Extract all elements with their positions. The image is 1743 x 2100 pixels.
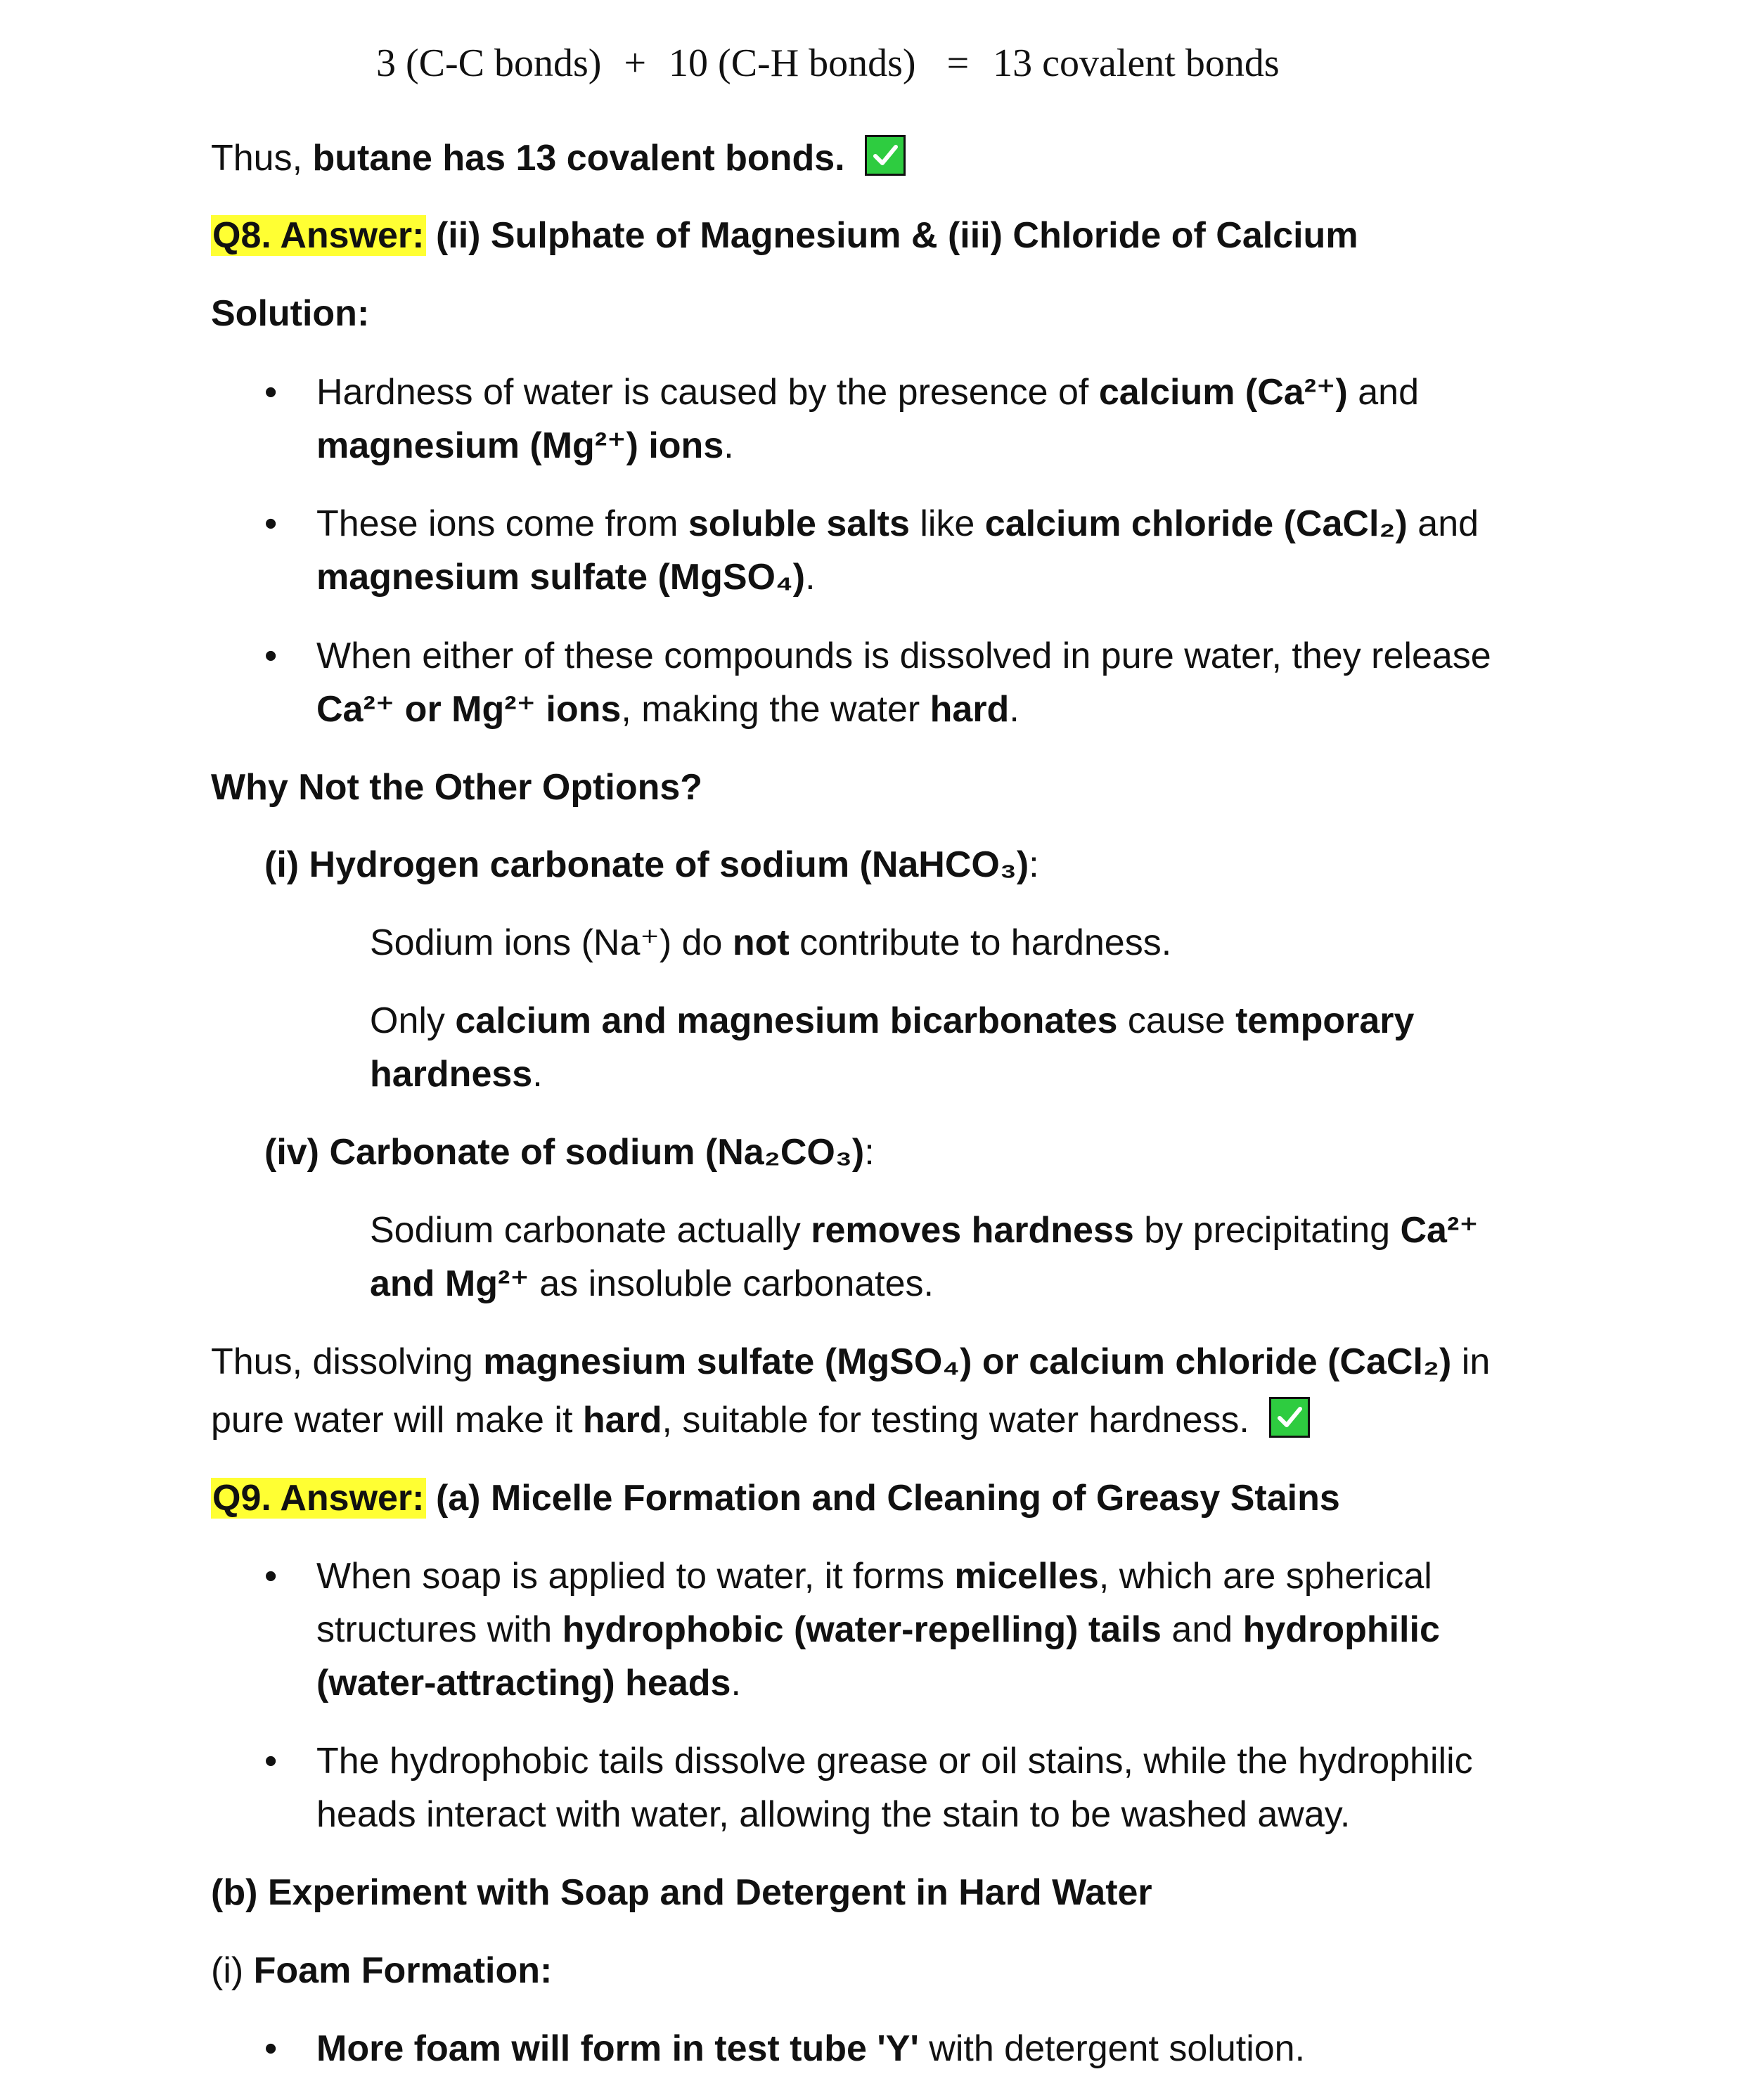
q8-answer-text: (ii) Sulphate of Magnesium & (iii) Chloride of Calcium — [425, 215, 1358, 256]
q8-answer-heading — [211, 209, 1358, 262]
bold-text: removes hardness — [811, 1210, 1134, 1251]
text: Only — [370, 1000, 456, 1041]
q9-answer-heading — [211, 1471, 1340, 1525]
solution-heading — [211, 287, 369, 340]
option-i-heading — [264, 838, 1039, 891]
part-b-heading — [211, 1866, 1152, 1919]
bullet-icon: • — [264, 2028, 278, 2069]
text: When either of these compounds is dissolved in pure water, they release — [316, 636, 1491, 676]
text: Sodium ions (Na⁺) do — [370, 922, 733, 963]
text: , making the water — [621, 689, 930, 730]
bold-text: soluble salts — [688, 503, 910, 544]
q9-bullet-2-line-1 — [316, 1734, 1473, 1788]
bold-text: hard — [582, 1400, 662, 1441]
text: . — [805, 557, 816, 598]
bold-text: calcium (Ca²⁺) — [1098, 372, 1348, 413]
text: Sodium carbonate actually — [370, 1210, 811, 1251]
bold-text: micelles — [954, 1556, 1099, 1597]
covalent-bond-equation — [376, 37, 1280, 90]
bold-text: hardness — [370, 1054, 533, 1095]
text: , which are spherical — [1098, 1556, 1432, 1597]
q8-conclusion-line-2 — [211, 1393, 1310, 1447]
text: : — [1029, 844, 1039, 885]
text: as insoluble carbonates. — [529, 1263, 934, 1304]
text: Thus, dissolving — [211, 1341, 484, 1382]
option-iv-para-line-1 — [370, 1204, 1479, 1257]
bullet-icon: • — [264, 503, 278, 544]
bold-text: (i) Hydrogen carbonate of sodium (NaHCO₃) — [264, 844, 1029, 885]
q9-bullet-3 — [316, 2022, 1305, 2075]
q8-bullet-1-line-1 — [316, 366, 1419, 419]
text: : — [864, 1132, 875, 1173]
option-iv-heading — [264, 1126, 875, 1179]
solution-label: Solution: — [211, 293, 370, 334]
q9-bullet-1-line-2 — [316, 1603, 1440, 1656]
butane-conclusion — [211, 131, 906, 185]
bullet-icon: • — [264, 1556, 278, 1597]
q8-bullet-2-line-2 — [316, 550, 816, 604]
bold-text: Ca²⁺ — [1400, 1210, 1479, 1251]
text: cause — [1117, 1000, 1236, 1041]
check-mark-icon — [1269, 1397, 1310, 1438]
text: . — [1009, 689, 1020, 730]
option-i-para-2-line-2 — [370, 1048, 543, 1101]
q8-label: Q8. Answer: — [212, 215, 425, 256]
text: by precipitating — [1133, 1210, 1401, 1251]
q9-bullet-1-line-3 — [316, 1656, 741, 1710]
text: These ions come from — [316, 503, 688, 544]
bold-text: (iv) Carbonate of sodium (Na₂CO₃) — [264, 1132, 865, 1173]
text: pure water will make it — [211, 1400, 583, 1441]
bold-text: magnesium (Mg²⁺) ions — [316, 425, 724, 466]
bold-text: and Mg²⁺ — [370, 1263, 529, 1304]
option-i-para-2-line-1 — [370, 994, 1414, 1048]
text: and — [1161, 1609, 1243, 1650]
bold-text: temporary — [1235, 1000, 1415, 1041]
bold-text: Foam Formation: — [253, 1950, 553, 1991]
bold-text: magnesium sulfate (MgSO₄) — [316, 557, 806, 598]
eq-equals: = — [946, 41, 970, 85]
q9-bullet-1-line-1 — [316, 1550, 1432, 1603]
text: like — [909, 503, 985, 544]
eq-plus: + — [624, 41, 647, 85]
text: . — [731, 1663, 741, 1703]
bold-text: hard — [930, 689, 1010, 730]
bold-text: (water-attracting) heads — [316, 1663, 731, 1703]
q8-conclusion-line-1 — [211, 1335, 1490, 1389]
bullet-icon: • — [264, 1741, 278, 1782]
bold-text: not — [732, 922, 790, 963]
q8-bullet-3-line-1 — [316, 629, 1491, 683]
eq-part1: 3 (C-C bonds) — [376, 41, 602, 85]
q9-answer-text: (a) Micelle Formation and Cleaning of Greasy Stains — [425, 1478, 1340, 1519]
bullet-icon: • — [264, 636, 278, 676]
q8-bullet-1-line-2 — [316, 419, 734, 472]
text: When soap is applied to water, it forms — [316, 1556, 955, 1597]
text: structures with — [316, 1609, 562, 1650]
eq-part2: 10 (C-H bonds) — [669, 41, 916, 85]
text: (i) — [211, 1950, 254, 1991]
bold-text: magnesium sulfate (MgSO₄) or calcium chloride (CaCl₂) — [483, 1341, 1452, 1382]
bold-text: More foam will form in test tube 'Y' — [316, 2028, 919, 2069]
text: The hydrophobic tails dissolve grease or oil stains, while the hydrophilic — [316, 1741, 1473, 1782]
text: Hardness of water is caused by the presence of — [316, 372, 1099, 413]
text: and — [1407, 503, 1479, 544]
q9-bullet-2-line-2 — [316, 1788, 1350, 1841]
bold-text: Why Not the Other Options? — [211, 767, 703, 808]
text: contribute to hardness. — [789, 922, 1172, 963]
text: and — [1347, 372, 1420, 413]
text: in — [1451, 1341, 1491, 1382]
bold-text: calcium chloride (CaCl₂) — [984, 503, 1408, 544]
text: heads interact with water, allowing the stain to be washed away. — [316, 1794, 1351, 1835]
q9-label: Q9. Answer: — [212, 1478, 425, 1519]
bullet-icon: • — [264, 372, 278, 413]
option-iv-para-line-2 — [370, 1257, 934, 1310]
q8-bullet-2-line-1 — [316, 497, 1479, 550]
bold-text: (b) Experiment with Soap and Detergent in Hard Water — [211, 1872, 1152, 1913]
text: with detergent solution. — [918, 2028, 1306, 2069]
q8-bullet-3-line-2 — [316, 683, 1020, 736]
text: . — [532, 1054, 543, 1095]
text: . — [723, 425, 734, 466]
bold-text: hydrophobic (water-repelling) tails — [562, 1609, 1162, 1650]
option-i-para-1 — [370, 916, 1171, 970]
check-mark-icon — [865, 135, 906, 176]
bold-text: Ca²⁺ or Mg²⁺ ions — [316, 689, 622, 730]
text: , suitable for testing water hardness. — [662, 1400, 1249, 1441]
foam-formation-heading — [211, 1944, 552, 1997]
why-not-heading — [211, 761, 702, 814]
bold-text: calcium and magnesium bicarbonates — [455, 1000, 1118, 1041]
bold-text: hydrophilic — [1242, 1609, 1440, 1650]
bold-text: butane has 13 covalent bonds. — [312, 138, 845, 179]
text: Thus, — [211, 138, 313, 179]
eq-result: 13 covalent bonds — [993, 41, 1280, 85]
